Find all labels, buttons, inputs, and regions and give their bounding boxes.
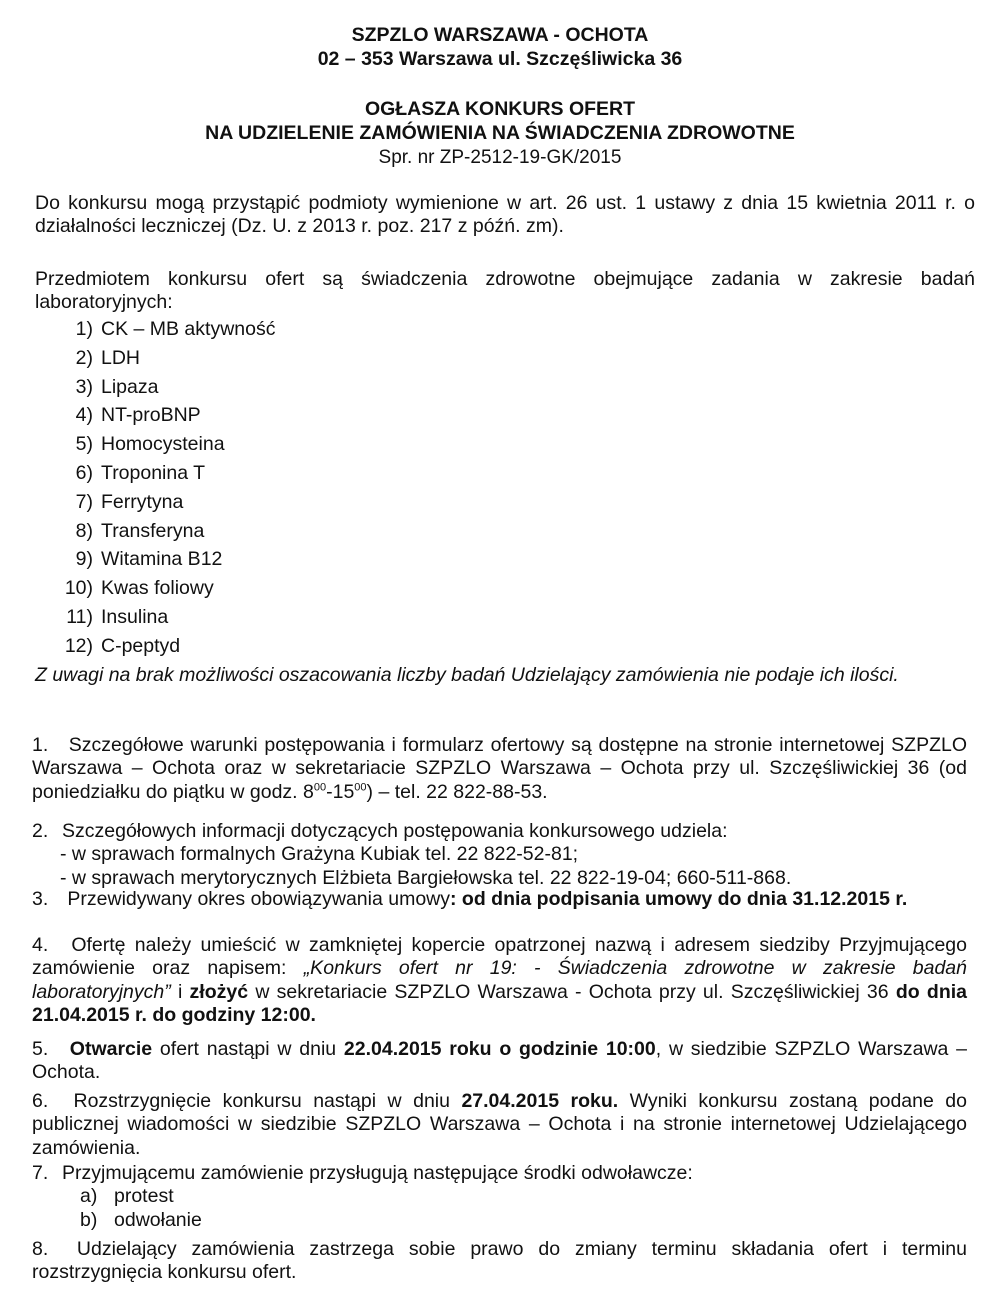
announcement-title-line2: NA UDZIELENIE ZAMÓWIENIA NA ŚWIADCZENIA ZDROWOTNE: [205, 122, 795, 144]
contact-substantive: - w sprawach merytorycznych Elżbieta Bargiełowska tel. 22 822-19-04; 660-511-868.: [60, 866, 792, 889]
reference-number: Spr. nr ZP-2512-19-GK/2015: [378, 147, 622, 168]
quantity-note: Z uwagi na brak możliwości oszacowania liczby badań Udzielający zamówienia nie podaje ich ilości.: [35, 664, 899, 686]
list-item-label: Troponina T: [101, 461, 206, 484]
list-item: [35, 433, 275, 462]
list-item-label: Lipaza: [101, 375, 159, 398]
section-7-text: Przyjmującemu zamówienie przysługują następujące środki odwoławcze:: [62, 1162, 693, 1184]
section-6-bold: 27.04.2015 roku.: [461, 1090, 619, 1112]
section-4-text1: Ofertę należy umieścić w zamkniętej kopercie opatrzonej nazwą i adresem siedziby Przyjmującego zamówienie oraz napisem:: [32, 934, 967, 980]
section-4-italic: „Konkurs ofert nr 19: - Świadczenia zdrowotne w zakresie badań laboratoryjnych”: [32, 957, 967, 1003]
section-number: 5.: [32, 1038, 49, 1060]
announcement-title-line1: OGŁASZA KONKURS OFERT: [364, 98, 636, 120]
list-item: [35, 606, 275, 635]
remedy-label: odwołanie: [114, 1208, 202, 1231]
list-item-number: 1): [75, 318, 93, 340]
section-6: [32, 1090, 967, 1160]
section-5-text1: ofert nastąpi w dniu: [152, 1038, 344, 1060]
list-item-number: 2): [75, 346, 93, 369]
list-item-number: 7): [75, 490, 93, 513]
section-1: [32, 734, 967, 804]
section-2: [32, 820, 967, 890]
section-5-bold1: Otwarcie: [69, 1038, 153, 1060]
list-item: [35, 462, 275, 491]
organization-name: SZPZLO WARSZAWA - OCHOTA: [351, 24, 649, 46]
list-item-number: 5): [75, 433, 93, 456]
section-8: [32, 1238, 967, 1285]
list-item: [35, 548, 275, 577]
list-item-number: 11): [66, 605, 93, 628]
section-3-text: Przewidywany okres obowiązywania umowy: [67, 888, 450, 910]
list-item-number: 4): [75, 404, 93, 427]
list-item-number: 8): [75, 519, 93, 542]
section-5-text2: , w siedzibie SZPZLO Warszawa – Ochota.: [32, 1038, 968, 1084]
list-item-label: C-peptyd: [101, 634, 181, 657]
organization-address: 02 – 353 Warszawa ul. Szczęśliwicka 36: [317, 48, 683, 70]
list-item-label: Kwas foliowy: [101, 577, 214, 600]
list-item-label: NT-proBNP: [101, 404, 201, 427]
section-4-text3: w sekretariacie SZPZLO Warszawa - Ochota przy ul. Szczęśliwickiej 36: [248, 980, 896, 1003]
section-number: 1.: [32, 734, 49, 756]
list-item: [35, 520, 275, 549]
list-item-label: Homocysteina: [101, 433, 225, 456]
list-item-number: 9): [75, 548, 93, 571]
section-2-text: Szczegółowych informacji dotyczących postępowania konkursowego udziela:: [62, 820, 728, 842]
list-item: [35, 577, 275, 606]
subject-paragraph: Przedmiotem konkursu ofert są świadczenia zdrowotne obejmujące zadania w zakresie badań laboratoryjnych:: [35, 268, 975, 314]
time-superscript: 00: [354, 781, 367, 794]
section-number: 6.: [32, 1090, 49, 1112]
list-item: [35, 635, 275, 664]
section-4-bold1: złożyć: [189, 980, 249, 1003]
section-4: [32, 934, 967, 1028]
list-item: [35, 318, 275, 347]
remedy-letter: a): [80, 1185, 98, 1208]
contact-formal: - w sprawach formalnych Grażyna Kubiak tel. 22 822-52-81;: [60, 843, 579, 866]
section-5-bold2: 22.04.2015 roku o godzinie 10:00: [343, 1038, 656, 1060]
section-5: [32, 1038, 967, 1085]
list-item-label: LDH: [101, 346, 141, 369]
list-item-number: 6): [75, 461, 93, 484]
list-item: [35, 376, 275, 405]
list-item: [35, 404, 275, 433]
list-item-number: 3): [75, 375, 93, 398]
section-6-text2: Wyniki konkursu zostaną podane do publicznej wiadomości w siedzibie SZPZLO Warszawa – Ochota i na stronie internetowej Udzielającego zamówienia.: [32, 1090, 968, 1159]
section-number: 4.: [32, 934, 49, 956]
list-item: [35, 491, 275, 520]
list-item: [35, 347, 275, 376]
section-number: 8.: [32, 1238, 49, 1260]
remedy-item: [32, 1209, 967, 1232]
section-1-dash: -15: [326, 780, 355, 803]
section-3-bold: : od dnia podpisania umowy do dnia 31.12.2015 r.: [450, 888, 908, 910]
intro-paragraph: Do konkursu mogą przystąpić podmioty wymienione w art. 26 ust. 1 ustawy z dnia 15 kwietnia 2011 r. o działalności leczniczej (Dz. U. z 2013 r. poz. 217 z późń. zm).: [35, 192, 975, 238]
list-item-label: CK – MB aktywność: [101, 318, 276, 340]
section-1-text: Szczegółowe warunki postępowania i formularz ofertowy są dostępne na stronie internetowej SZPZLO Warszawa – Ochota oraz w sekretariacie SZPZLO Warszawa – Ochota przy ul. Szczęśliwickiej 36 (od poniedziałku do piątku w godz. 8: [32, 734, 967, 803]
list-item-number: 10): [64, 577, 93, 600]
time-superscript: 00: [313, 781, 327, 794]
section-7: [32, 1162, 967, 1232]
section-6-text1: Rozstrzygnięcie konkursu nastąpi w dniu: [73, 1090, 462, 1112]
section-3: [32, 888, 967, 911]
section-number: 3.: [32, 888, 49, 910]
list-item-label: Transferyna: [101, 519, 205, 542]
section-number: 2.: [32, 820, 49, 842]
list-item-label: Insulina: [101, 605, 169, 628]
remedy-letter: b): [80, 1208, 98, 1231]
remedy-item: [32, 1185, 967, 1208]
list-item-label: Ferrytyna: [101, 490, 184, 513]
tests-list: [35, 318, 275, 664]
section-4-bold2: do dnia 21.04.2015 r. do godziny 12:00.: [32, 980, 968, 1027]
list-item-label: Witamina B12: [101, 548, 223, 571]
section-1-tail: ) – tel. 22 822-88-53.: [366, 780, 548, 803]
list-item-number: 12): [64, 634, 93, 657]
remedy-label: protest: [114, 1185, 174, 1208]
section-8-text: Udzielający zamówienia zastrzega sobie prawo do zmiany terminu składania ofert i terminu rozstrzygnięcia konkursu ofert.: [32, 1238, 967, 1284]
section-number: 7.: [32, 1162, 49, 1184]
section-4-text2: i: [170, 980, 190, 1003]
